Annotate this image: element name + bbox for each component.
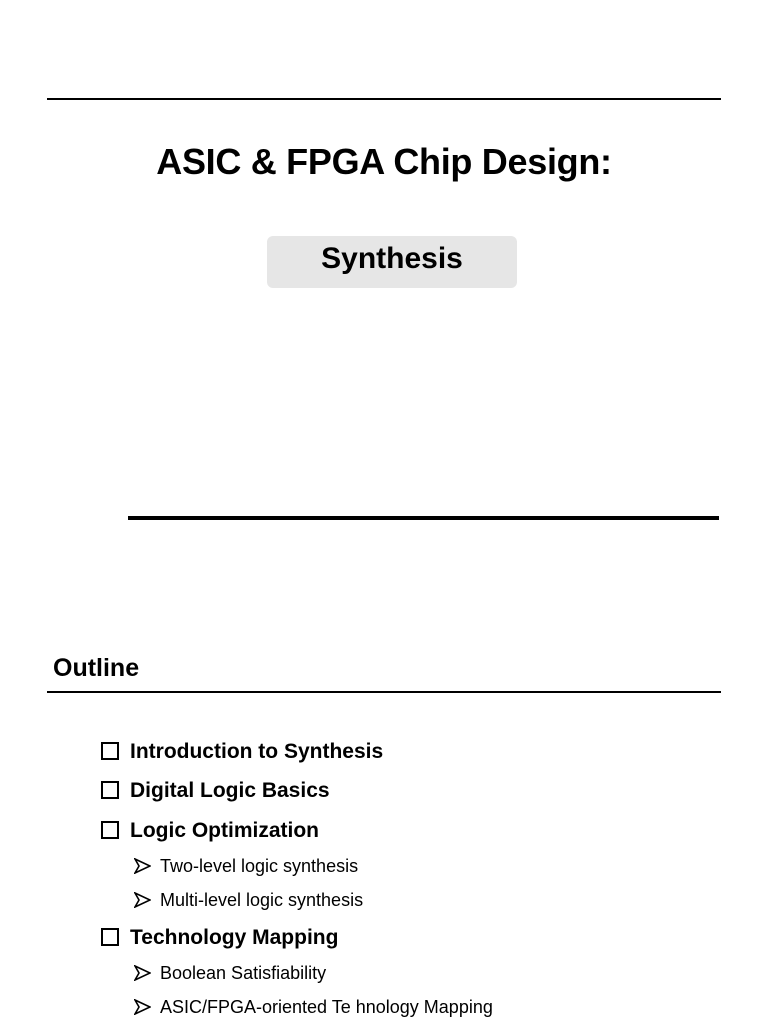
outline-item-text: Introduction to Synthesis xyxy=(130,740,384,763)
outline-heading: Outline xyxy=(53,654,140,682)
outline-item xyxy=(101,923,338,953)
outline-subitem-text: Boolean Satisfiability xyxy=(160,962,327,983)
outline-item xyxy=(101,816,319,846)
outline-item-text: Digital Logic Basics xyxy=(130,779,330,802)
outline-subitem xyxy=(134,960,326,986)
outline-item xyxy=(101,737,383,767)
outline-subitem xyxy=(134,887,363,913)
top-divider xyxy=(47,98,721,100)
arrow-bullet-icon xyxy=(134,999,151,1015)
checkbox-bullet-icon xyxy=(101,821,119,839)
slide-subtitle: Synthesis xyxy=(321,242,463,275)
arrow-bullet-icon xyxy=(134,965,151,981)
checkbox-bullet-icon xyxy=(101,742,119,760)
outline-item xyxy=(101,776,330,806)
checkbox-bullet-icon xyxy=(101,928,119,946)
outline-subitem xyxy=(134,994,493,1020)
outline-subitem-text: Multi-level logic synthesis xyxy=(160,889,364,910)
slide-title: ASIC & FPGA Chip Design: xyxy=(156,141,612,182)
outline-item-text: Logic Optimization xyxy=(130,819,319,842)
checkbox-bullet-icon xyxy=(101,781,119,799)
outline-subitem xyxy=(134,853,358,879)
outline-subitem-text: Two-level logic synthesis xyxy=(160,855,359,876)
outline-subitem-text: ASIC/FPGA-oriented Te hnology Mapping xyxy=(160,996,493,1017)
outline-divider xyxy=(47,691,721,693)
arrow-bullet-icon xyxy=(134,892,151,908)
bottom-divider xyxy=(128,516,719,520)
outline-item-text: Technology Mapping xyxy=(130,926,339,949)
arrow-bullet-icon xyxy=(134,858,151,874)
